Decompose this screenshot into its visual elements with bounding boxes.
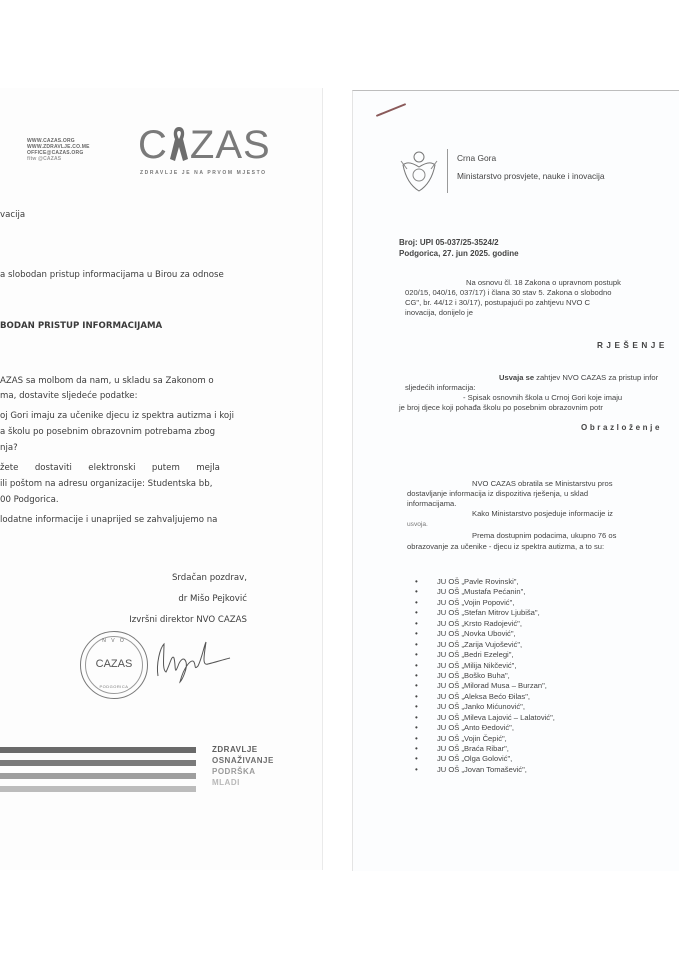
- pillar-label: OSNAŽIVANJE: [212, 756, 274, 765]
- case-number: Broj: UPI 05-037/25-3524/2: [399, 238, 499, 247]
- date-place: Podgorica, 27. jun 2025. godine: [399, 249, 519, 258]
- decision-line: - Spisak osnovnih škola u Crnoj Gori koje imaju: [463, 393, 623, 402]
- pen-mark: [376, 103, 406, 117]
- signatory-name: dr Mišo Pejković: [178, 594, 247, 604]
- recipient-line: vacija: [0, 210, 26, 220]
- decision-rest: zahtjev NVO CAZAS za pristup infor: [534, 373, 659, 382]
- reasoning-line: Kako Ministarstvo posjeduje informacije iz: [472, 509, 613, 518]
- decision-line: [499, 373, 658, 382]
- reasoning-line: informacijama.: [407, 499, 457, 508]
- intro-line: inovacija, donijelo je: [405, 308, 473, 317]
- intro-line: 020/15, 040/16, 037/17) i člana 30 stav 5. Zakona o slobodno: [405, 288, 612, 297]
- school-list: [415, 577, 555, 775]
- organization-stamp: [80, 631, 148, 699]
- list-item: • JU OŠ „Vojin Popović",: [415, 598, 555, 608]
- stamp-bottom-text: PODGORICA: [99, 684, 129, 689]
- contact-line: f/tw @CAZAS: [27, 156, 62, 162]
- subject-line: a slobodan pristup informacijama u Birou za odnose: [0, 270, 224, 280]
- logo-letters: ZAS: [189, 123, 271, 167]
- ministry-name: Ministarstvo prosvjete, nauke i inovacija: [457, 171, 605, 181]
- list-item: • JU OŠ „Jovan Tomašević",: [415, 765, 555, 775]
- decision-line: sljedećih informacija:: [405, 383, 476, 392]
- logo-letter: C: [138, 123, 168, 167]
- reasoning-line: Prema dostupnim podacima, ukupno 76 os: [472, 531, 617, 540]
- reasoning-line: usvoja.: [407, 521, 428, 528]
- list-item: • JU OŠ „Aleksa Bećo Đilas",: [415, 692, 555, 702]
- stamp-top-text: N V O: [102, 638, 126, 644]
- header-divider: [447, 149, 448, 193]
- pillar-label: PODRŠKA: [212, 767, 256, 776]
- country-name: Crna Gora: [457, 153, 497, 163]
- body-line: nja?: [0, 443, 18, 453]
- reasoning-line: dostavljanje informacija iz dispozitiva rješenja, u sklad: [407, 489, 589, 498]
- list-item: • JU OŠ „Milorad Musa – Burzan",: [415, 681, 555, 691]
- list-item: • JU OŠ „Janko Mićunović",: [415, 702, 555, 712]
- list-item: • JU OŠ „Mustafa Pećanin",: [415, 587, 555, 597]
- cazas-logo: [138, 125, 271, 165]
- list-item: • JU OŠ „Zarija Vujošević",: [415, 640, 555, 650]
- body-line: oj Gori imaju za učenike djecu iz spektra autizma i koji: [0, 411, 234, 421]
- footer-bars: [0, 747, 196, 799]
- pillar-label: MLADI: [212, 778, 240, 787]
- awareness-ribbon-icon: [169, 125, 189, 161]
- reasoning-line: NVO CAZAS obratila se Ministarstvu pros: [472, 479, 613, 488]
- list-item: • JU OŠ „Bedri Ezelegi",: [415, 650, 555, 660]
- body-line: AZAS sa molbom da nam, u skladu sa Zakonom o: [0, 376, 214, 386]
- list-item: • JU OŠ „Pavle Rovinski",: [415, 577, 555, 587]
- contact-line: WWW.CAZAS.ORG: [27, 138, 75, 144]
- list-item: • JU OŠ „Stefan Mitrov Ljubiša",: [415, 608, 555, 618]
- footer-pillars: [212, 744, 274, 788]
- list-item: • JU OŠ „Mileva Lajović – Lalatović",: [415, 713, 555, 723]
- stamp-name: CAZAS: [95, 658, 133, 670]
- body-line: ili poštom na adresu organizacije: Studentska bb,: [0, 479, 213, 489]
- contact-block: [27, 138, 90, 162]
- pillar-label: ZDRAVLJE: [212, 745, 258, 754]
- ministry-decision: [352, 90, 679, 871]
- list-item: • JU OŠ „Boško Buha",: [415, 671, 555, 681]
- body-line: žete dostaviti elektronski putem mejla: [0, 463, 220, 473]
- body-line: ma, dostavite sljedeće podatke:: [0, 391, 138, 401]
- decision-bold: Usvaja se: [499, 373, 535, 382]
- reasoning-line: obrazovanje za učenike - djecu iz spektra autizma, a to su:: [407, 542, 605, 551]
- decision-heading: RJEŠENJE: [597, 341, 668, 350]
- intro-line: CG", br. 44/12 i 30/17), postupajući po zahtjevu NVO C: [405, 298, 591, 307]
- handwritten-signature: [152, 636, 232, 686]
- list-item: • JU OŠ „Anto Đedović",: [415, 723, 555, 733]
- list-item: • JU OŠ „Vojin Čepić",: [415, 734, 555, 744]
- list-item: • JU OŠ „Milija Nikčević",: [415, 661, 555, 671]
- contact-line: OFFICE@CAZAS.ORG: [27, 150, 84, 156]
- list-item: • JU OŠ „Braća Ribar",: [415, 744, 555, 754]
- letter-title: BODAN PRISTUP INFORMACIJAMA: [0, 321, 163, 331]
- body-line: lodatne informacije i unaprijed se zahvaljujemo na: [0, 515, 218, 525]
- contact-line: WWW.ZDRAVLJE.CO.ME: [27, 144, 90, 150]
- list-item: • JU OŠ „Krsto Radojević",: [415, 619, 555, 629]
- list-item: • JU OŠ „Olga Golović",: [415, 754, 555, 764]
- closing: Srdačan pozdrav,: [171, 573, 247, 583]
- body-line: 00 Podgorica.: [0, 495, 59, 505]
- cazas-request-letter: [0, 88, 322, 870]
- reasoning-heading: Obrazloženje: [581, 423, 662, 432]
- list-item: • JU OŠ „Novka Ubović",: [415, 629, 555, 639]
- decision-line: je broj djece koji pohađa školu po posebnim obrazovnim potr: [399, 403, 603, 412]
- logo-tagline: ZDRAVLJE JE NA PRVOM MJESTO: [140, 170, 267, 176]
- coat-of-arms-icon: [399, 149, 439, 193]
- signatory-title: Izvršni direktor NVO CAZAS: [129, 615, 247, 625]
- body-line: a školu po posebnim obrazovnim potrebama zbog: [0, 427, 216, 437]
- intro-line: Na osnovu čl. 18 Zakona o upravnom postupk: [466, 278, 621, 287]
